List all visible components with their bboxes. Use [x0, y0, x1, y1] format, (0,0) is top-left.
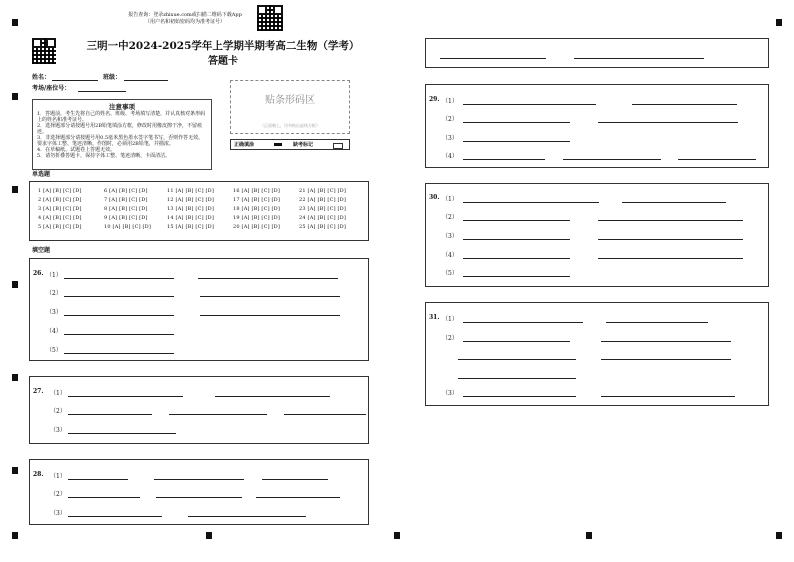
- mc-box: [29, 181, 369, 241]
- seat-field[interactable]: [78, 91, 126, 92]
- mc-item[interactable]: 12 [A] [B] [C] [D]: [167, 197, 215, 203]
- q30-number: 30.: [429, 194, 440, 201]
- q27-part1: （1）: [50, 390, 66, 397]
- mc-item[interactable]: 20 [A] [B] [C] [D]: [233, 224, 281, 230]
- q27-number: 27.: [33, 388, 44, 395]
- absent-mark-box[interactable]: [333, 143, 343, 149]
- barcode-label: 贴条形码区: [265, 95, 315, 106]
- barcode-hint: （正面朝上，切勿贴出虚线方框）: [260, 123, 320, 128]
- q28-answer-line[interactable]: [156, 497, 242, 498]
- registration-mark: [776, 532, 782, 539]
- q31-answer-line[interactable]: [463, 396, 576, 397]
- q27-part2: （2）: [50, 408, 66, 415]
- mc-item[interactable]: 19 [A] [B] [C] [D]: [233, 215, 281, 221]
- q29-answer-line[interactable]: [563, 159, 661, 160]
- q27-answer-line[interactable]: [68, 414, 152, 415]
- q26-part2: （2）: [46, 290, 62, 297]
- q29-answer-line[interactable]: [463, 141, 570, 142]
- q26-part1: （1）: [46, 272, 62, 279]
- q26-answer-line[interactable]: [64, 278, 174, 279]
- name-label: 姓名：: [32, 74, 51, 81]
- mc-item[interactable]: 22 [A] [B] [C] [D]: [299, 197, 347, 203]
- q31-part3: （3）: [442, 390, 458, 397]
- notes-box: [32, 99, 212, 170]
- q27-part3: （3）: [50, 427, 66, 434]
- fill-legend: [230, 139, 350, 150]
- report-query-notice: 报告查询：登录zhixue.com或扫描二维码下载App: [128, 12, 242, 18]
- q30-part2: （2）: [442, 214, 458, 221]
- section-fill-title: 填空题: [32, 247, 51, 254]
- registration-mark: [394, 532, 400, 539]
- report-query-notice-sub: （用户名和初始密码均为准考证号）: [144, 19, 225, 25]
- q29-part2: （2）: [442, 116, 458, 123]
- mc-item[interactable]: 24 [A] [B] [C] [D]: [299, 215, 347, 221]
- q28-box: [29, 459, 369, 525]
- q30-part1: （1）: [442, 196, 458, 203]
- q29-answer-line[interactable]: [678, 159, 756, 160]
- sheet-title: 三明一中2024-2025学年上学期半期考高二生物（学考）: [86, 40, 360, 52]
- q28-answer-line[interactable]: [188, 516, 306, 517]
- q30-answer-line[interactable]: [598, 258, 743, 259]
- q31-answer-line[interactable]: [463, 341, 570, 342]
- q26-box: [29, 258, 369, 361]
- q30-part4: （4）: [442, 252, 458, 259]
- q30-answer-line[interactable]: [463, 220, 570, 221]
- q26-answer-line[interactable]: [64, 296, 174, 297]
- q31-answer-line[interactable]: [601, 341, 731, 342]
- q28-part3: （3）: [50, 510, 66, 517]
- q26-answer-line[interactable]: [200, 296, 340, 297]
- student-qr-code: [32, 38, 56, 64]
- name-field[interactable]: [52, 80, 98, 81]
- q29-answer-line[interactable]: [463, 122, 570, 123]
- q30-answer-line[interactable]: [598, 239, 743, 240]
- section-mc-title: 单选题: [32, 171, 51, 178]
- registration-mark: [12, 532, 18, 539]
- q29-part1: （1）: [442, 98, 458, 105]
- q26-number: 26.: [33, 270, 44, 277]
- q31-answer-line[interactable]: [606, 322, 708, 323]
- notes-heading: 注意事项: [109, 103, 135, 111]
- q28-part1: （1）: [50, 473, 66, 480]
- mc-item[interactable]: 13 [A] [B] [C] [D]: [167, 206, 215, 212]
- registration-mark: [12, 19, 18, 26]
- continuation-answer-line[interactable]: [574, 58, 704, 59]
- q28-answer-line[interactable]: [68, 516, 162, 517]
- fill-correct-sample: [274, 143, 282, 146]
- mc-item[interactable]: 5 [A] [B] [C] [D]: [38, 224, 82, 230]
- q29-answer-line[interactable]: [463, 104, 596, 105]
- q31-number: 31.: [429, 314, 440, 321]
- registration-mark: [12, 186, 18, 193]
- q31-answer-line[interactable]: [601, 359, 731, 360]
- q26-part4: （4）: [46, 328, 62, 335]
- q29-number: 29.: [429, 96, 440, 103]
- notes-item: 2．选择题部分请按题号用2B铅笔填涂方框，修改时用橡皮擦干净，不留痕迹。: [37, 123, 203, 135]
- q31-part1: （1）: [442, 316, 458, 323]
- registration-mark: [776, 19, 782, 26]
- q27-answer-line[interactable]: [169, 414, 267, 415]
- q29-answer-line[interactable]: [632, 104, 737, 105]
- q25-continuation-box: [425, 38, 769, 68]
- q31-answer-line[interactable]: [458, 378, 576, 379]
- q30-answer-line[interactable]: [463, 239, 570, 240]
- q30-part3: （3）: [442, 233, 458, 240]
- fill-correct-label: 正确填涂: [234, 142, 255, 148]
- q30-answer-line[interactable]: [622, 202, 726, 203]
- q27-answer-line[interactable]: [284, 414, 366, 415]
- q31-answer-line[interactable]: [601, 396, 735, 397]
- registration-mark: [12, 374, 18, 381]
- mc-item[interactable]: 7 [A] [B] [C] [D]: [104, 197, 148, 203]
- mc-item[interactable]: 25 [A] [B] [C] [D]: [299, 224, 347, 230]
- notes-item: 3．非选择题部分请按题号用0.5毫米黑色墨水签字笔书写，否则作答无效。要求字体工整、笔迹清晰。作图时，必须用2B铅笔，并描浓。: [37, 135, 204, 147]
- mc-item[interactable]: 6 [A] [B] [C] [D]: [104, 188, 148, 194]
- q27-answer-line[interactable]: [68, 433, 176, 434]
- q29-answer-line[interactable]: [598, 122, 738, 123]
- q26-part5: （5）: [46, 347, 62, 354]
- q28-number: 28.: [33, 471, 44, 478]
- q31-answer-line[interactable]: [463, 322, 583, 323]
- notes-item: 1．答题前，考生先将自己的姓名、班级、考场填写清楚，并认真核对条形码上的姓名和准考证号。: [37, 111, 206, 123]
- mc-item[interactable]: 1 [A] [B] [C] [D]: [38, 188, 82, 194]
- q27-answer-line[interactable]: [215, 396, 330, 397]
- notes-item: 4．在草稿纸、试题卷上答题无效。: [37, 147, 116, 153]
- continuation-answer-line[interactable]: [440, 58, 546, 59]
- q28-answer-line[interactable]: [68, 497, 140, 498]
- class-field[interactable]: [124, 80, 168, 81]
- absent-mark-label: 缺考标记: [293, 142, 314, 148]
- mc-item[interactable]: 15 [A] [B] [C] [D]: [167, 224, 215, 230]
- q26-part3: （3）: [46, 309, 62, 316]
- mc-item[interactable]: 17 [A] [B] [C] [D]: [233, 197, 281, 203]
- mc-item[interactable]: 3 [A] [B] [C] [D]: [38, 206, 82, 212]
- q28-answer-line[interactable]: [262, 479, 328, 480]
- q28-part2: （2）: [50, 491, 66, 498]
- q29-box: [425, 84, 769, 168]
- mc-item[interactable]: 14 [A] [B] [C] [D]: [167, 215, 215, 221]
- mc-item[interactable]: 8 [A] [B] [C] [D]: [104, 206, 148, 212]
- registration-mark: [12, 467, 18, 474]
- q31-part2: （2）: [442, 335, 458, 342]
- registration-mark: [12, 93, 18, 100]
- q28-answer-line[interactable]: [154, 479, 244, 480]
- q28-answer-line[interactable]: [68, 479, 128, 480]
- mc-item[interactable]: 11 [A] [B] [C] [D]: [167, 188, 215, 194]
- q28-answer-line[interactable]: [256, 497, 340, 498]
- notes-item: 5．请勿折叠答题卡，保持字体工整、笔迹清晰、卡面清洁。: [37, 153, 171, 159]
- app-qr-code: [257, 5, 283, 31]
- registration-mark: [12, 281, 18, 288]
- mc-item[interactable]: 2 [A] [B] [C] [D]: [38, 197, 82, 203]
- registration-mark: [586, 532, 592, 539]
- q30-box: [425, 183, 769, 287]
- q29-part3: （3）: [442, 135, 458, 142]
- q26-answer-line[interactable]: [64, 315, 174, 316]
- mc-item[interactable]: 10 [A] [B] [C] [D]: [104, 224, 152, 230]
- q27-answer-line[interactable]: [68, 396, 183, 397]
- q30-answer-line[interactable]: [463, 258, 570, 259]
- mc-item[interactable]: 18 [A] [B] [C] [D]: [233, 206, 281, 212]
- q29-answer-line[interactable]: [463, 159, 545, 160]
- sheet-subtitle: 答题卡: [208, 56, 238, 67]
- q26-answer-line[interactable]: [198, 278, 338, 279]
- q30-answer-line[interactable]: [463, 202, 599, 203]
- q26-answer-line[interactable]: [64, 334, 174, 335]
- q30-part5: （5）: [442, 270, 458, 277]
- q26-answer-line[interactable]: [200, 315, 340, 316]
- q30-answer-line[interactable]: [463, 276, 570, 277]
- q29-part4: （4）: [442, 153, 458, 160]
- q26-answer-line[interactable]: [64, 353, 174, 354]
- barcode-area: [230, 80, 350, 134]
- class-label: 班级：: [103, 74, 122, 81]
- q31-box: [425, 302, 769, 406]
- mc-item[interactable]: 21 [A] [B] [C] [D]: [299, 188, 347, 194]
- q30-answer-line[interactable]: [598, 220, 743, 221]
- mc-item[interactable]: 4 [A] [B] [C] [D]: [38, 215, 82, 221]
- q27-box: [29, 376, 369, 444]
- registration-mark: [206, 532, 212, 539]
- q31-answer-line[interactable]: [458, 359, 576, 360]
- seat-label: 考场/座位号：: [32, 85, 71, 92]
- mc-item[interactable]: 9 [A] [B] [C] [D]: [104, 215, 148, 221]
- mc-item[interactable]: 23 [A] [B] [C] [D]: [299, 206, 347, 212]
- mc-item[interactable]: 16 [A] [B] [C] [D]: [233, 188, 281, 194]
